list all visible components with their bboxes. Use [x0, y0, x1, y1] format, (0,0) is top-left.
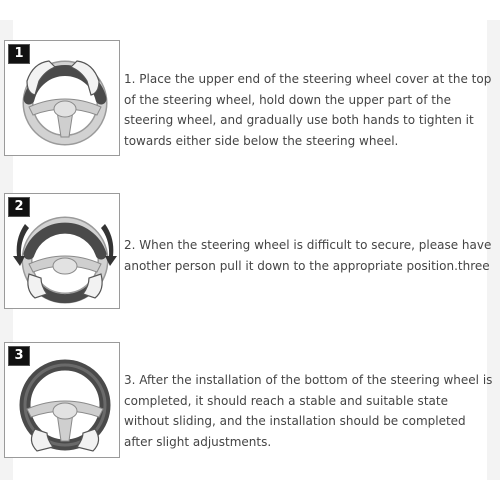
step-3-text: 3. After the installation of the bottom of the steering wheel is completed, it should reach a stable and suitable state without sliding, and the installation should be completed after slight adjustments.	[124, 373, 493, 449]
step-3-illustration	[4, 342, 120, 458]
step-3	[4, 342, 496, 462]
step-number-badge: 2	[8, 197, 30, 217]
step-1-text: 1. Place the upper end of the steering wheel cover at the top of the steering wheel, hold down the upper part of the steering wheel, and gradually use both hands to tighten it towards either side below the steering wheel.	[124, 72, 492, 148]
step-number-badge: 1	[8, 44, 30, 64]
step-number-badge: 3	[8, 346, 30, 366]
step-2	[4, 193, 496, 313]
step-2-illustration	[4, 193, 120, 309]
step-1	[4, 40, 496, 160]
step-2-text: 2. When the steering wheel is difficult to secure, please have another person pull it down to the appropriate position.three	[124, 238, 492, 273]
step-1-illustration	[4, 40, 120, 156]
